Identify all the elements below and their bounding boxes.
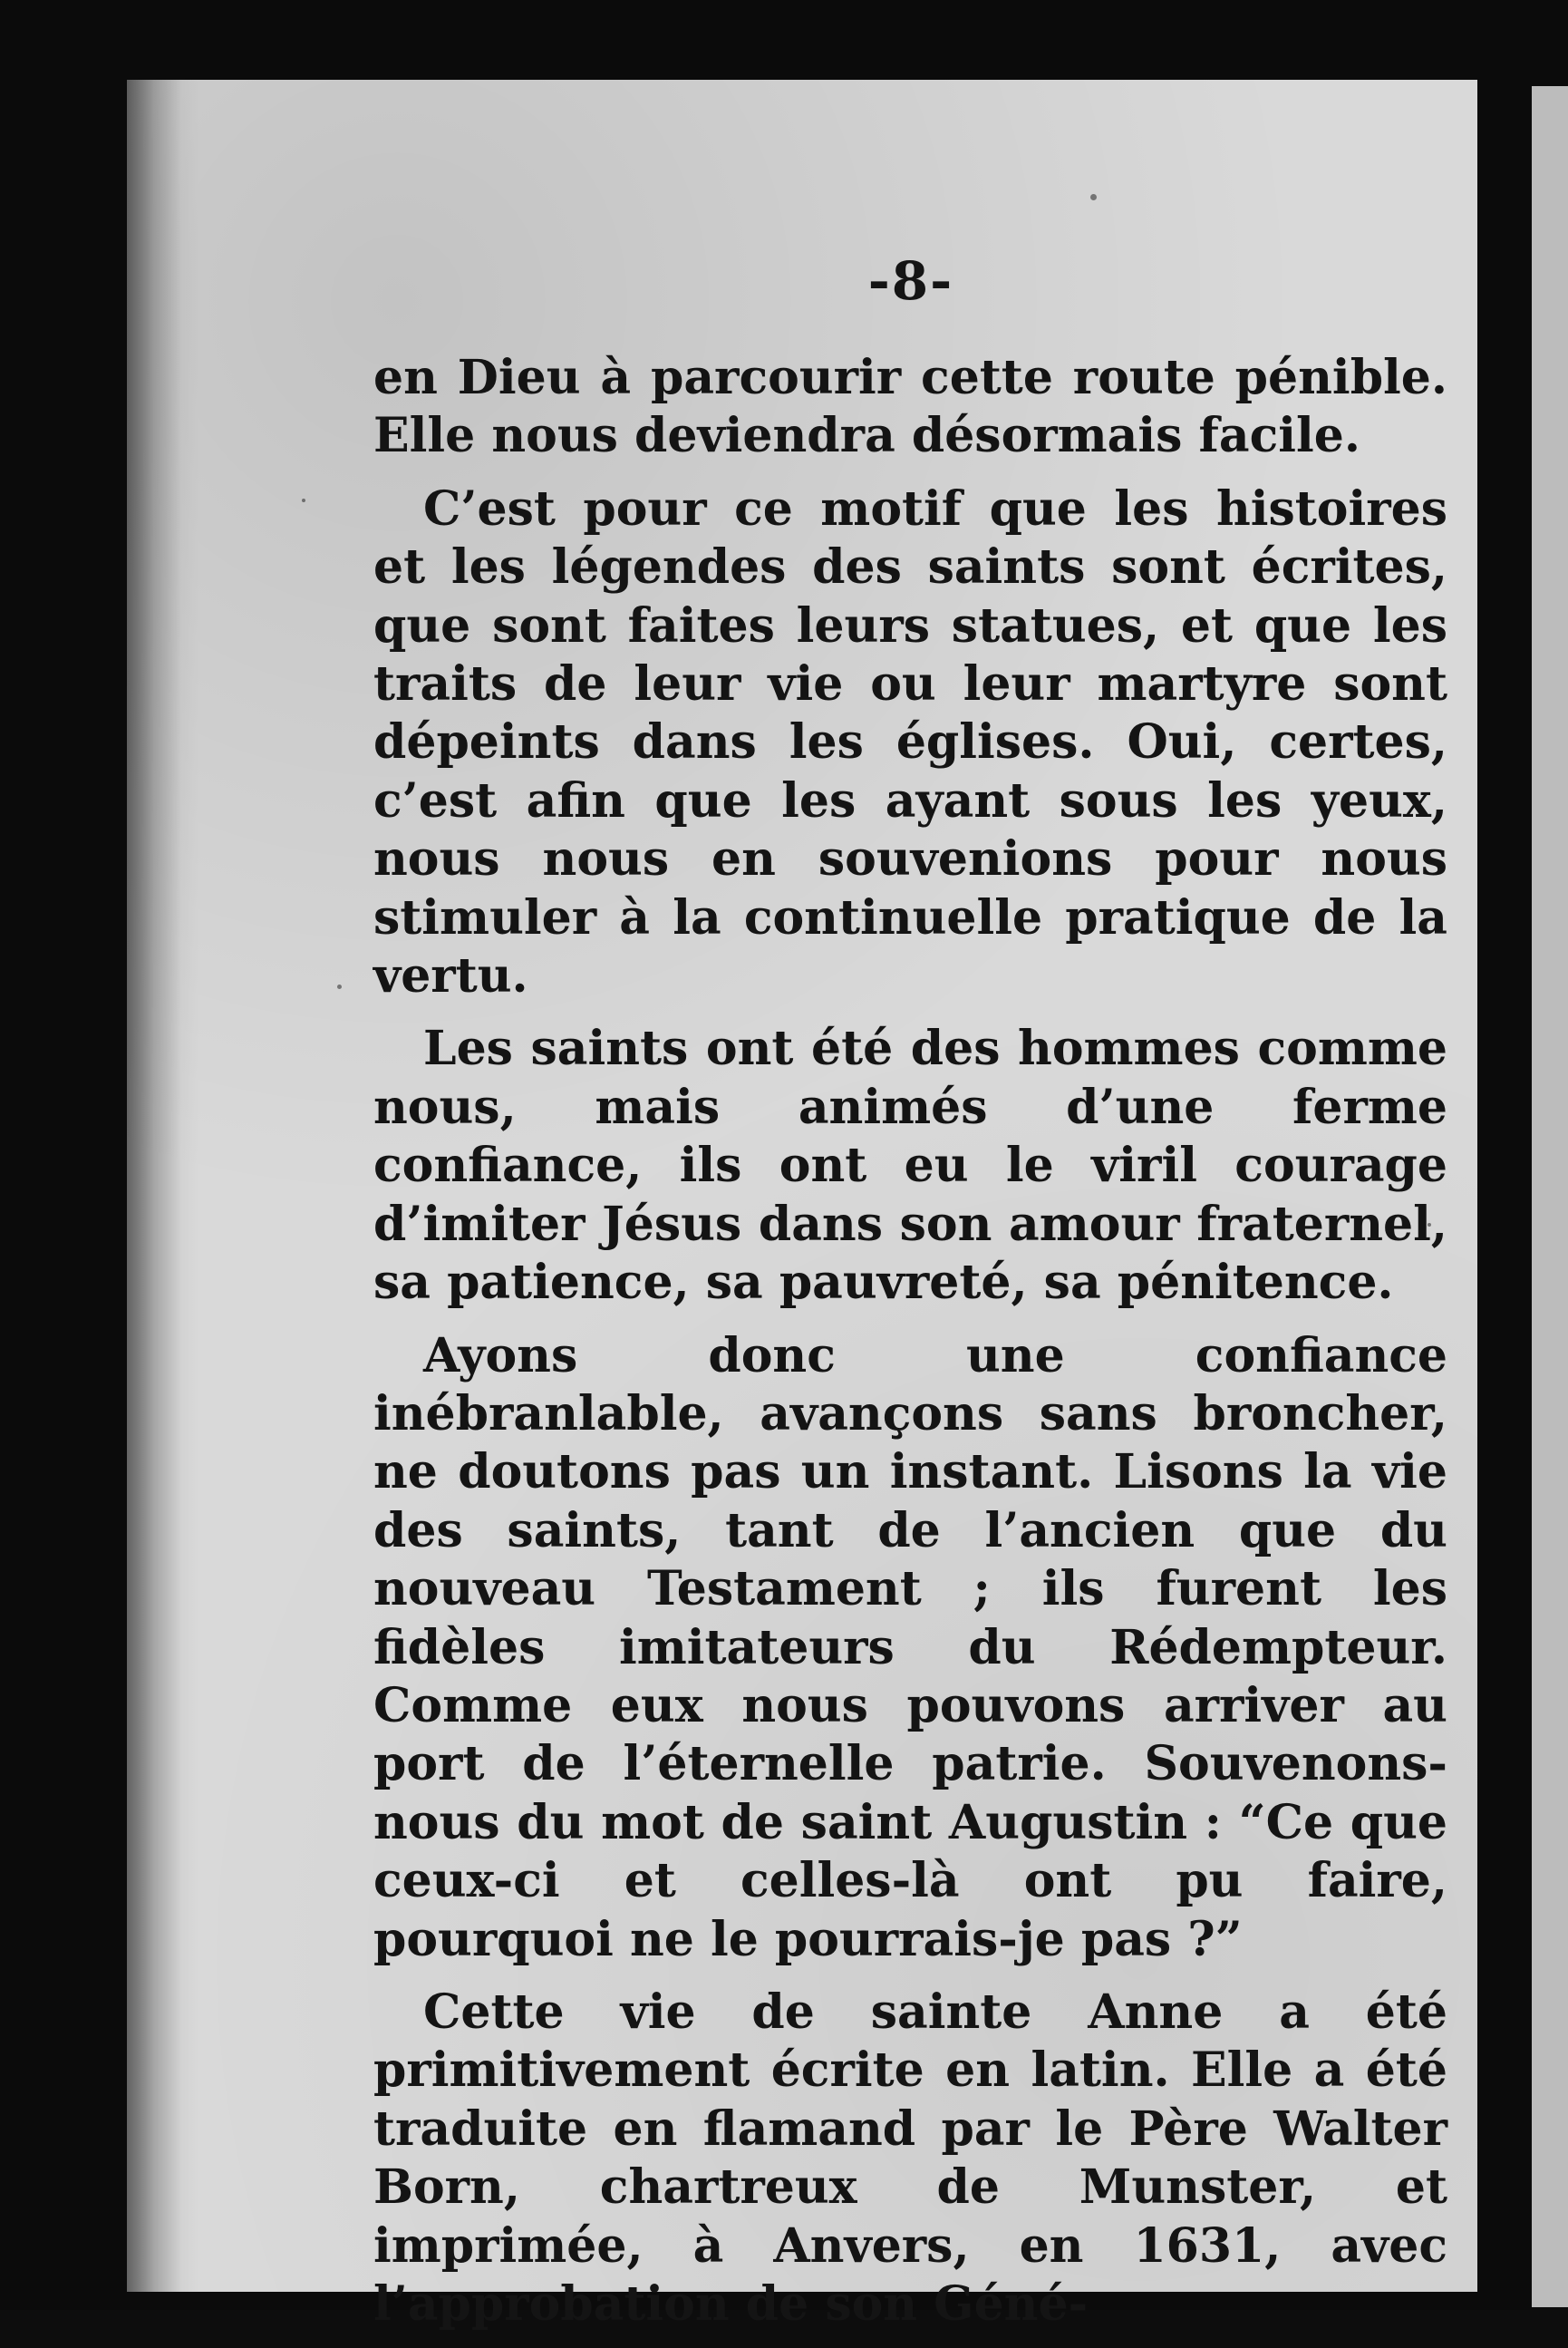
paper-speck: [1090, 194, 1097, 200]
paragraph: Les saints ont été des hommes comme nous, mais animés d’une ferme confiance, ils ont eu le viril courage d’imiter Jésus dans son amour fraternel, sa patience, sa pauvreté, sa pénitence.: [373, 1021, 1447, 1311]
page-gutter-shadow: [127, 80, 181, 2292]
adjacent-page-edge: [1532, 86, 1568, 2307]
paragraph-continued: en Dieu à parcourir cette route pénible. Elle nous deviendra désormais facile.: [373, 350, 1447, 464]
paragraph: C’est pour ce motif que les histoires et les légendes des saints sont écrites, que sont faites leurs statues, et que les traits de leur vie ou leur martyre sont dépeints dans les églises. Oui, certes, c’est afin que les ayant sous les yeux, nous nous en souvenions pour nous stimuler à la continuelle pratique de la vertu.: [373, 480, 1447, 1004]
paper-speck: [337, 985, 342, 989]
page-number: -8-: [867, 250, 954, 312]
paragraph: Cette vie de sainte Anne a été primitivement écrite en latin. Elle a été traduite en flamand par le Père Walter Born, chartreux de Munster, et imprimée, à Anvers, en 1631, avec l’approbation de son Géné-: [373, 1984, 1447, 2332]
body-text: [373, 349, 1447, 2348]
paper-speck: [302, 499, 305, 502]
paragraph: Ayons donc une confiance inébranlable, avançons sans broncher, ne doutons pas un instant. Lisons la vie des saints, tant de l’ancien que du nouveau Testament ; ils furent les fidèles imitateurs du Rédempteur. Comme eux nous pouvons arriver au port de l’éternelle patrie. Souvenons-nous du mot de saint Augustin : “Ce que ceux-ci et celles-là ont pu faire, pourquoi ne le pourrais-je pas ?”: [373, 1327, 1447, 1967]
